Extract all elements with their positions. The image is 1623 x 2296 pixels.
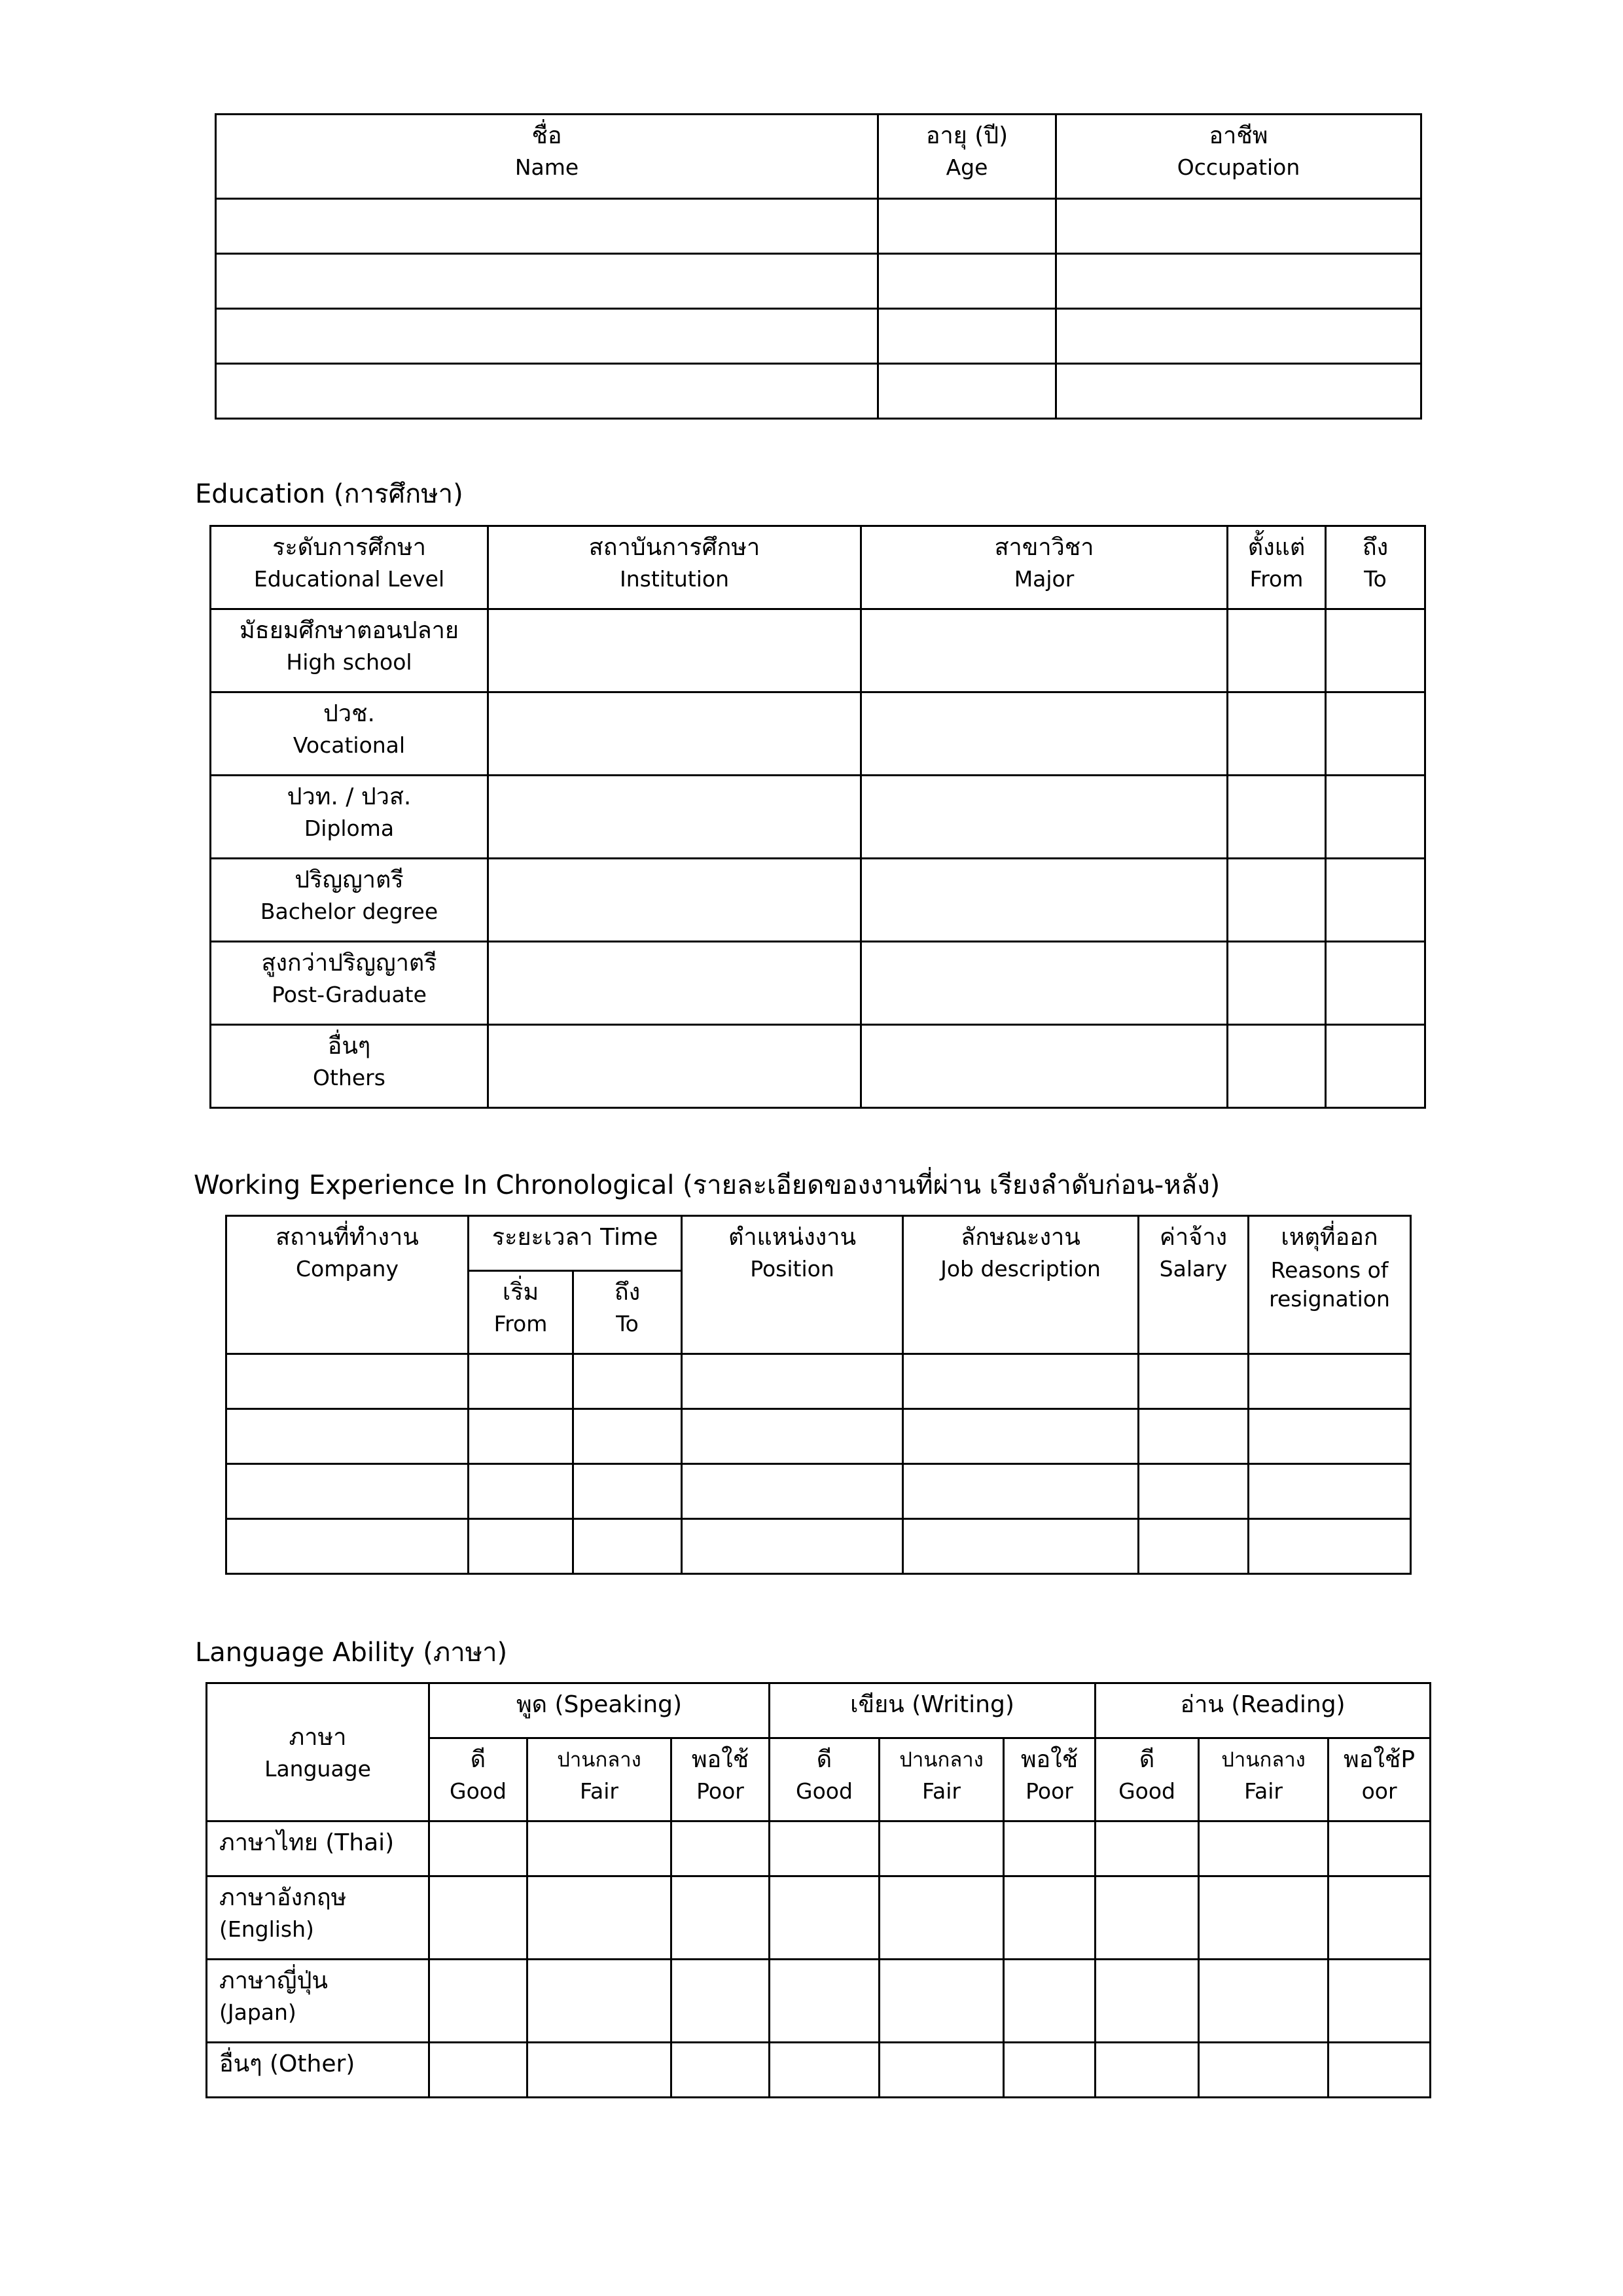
work-table <box>225 1215 1412 1575</box>
writing-good-cell[interactable] <box>770 2043 880 2098</box>
work-reason-field[interactable] <box>1249 1464 1411 1519</box>
table-row <box>216 199 1421 254</box>
work-salary-field[interactable] <box>1139 1354 1249 1409</box>
edu-header-from: ตั้งแต่ From <box>1228 526 1326 609</box>
writing-fair-cell[interactable] <box>880 1876 1004 1960</box>
reading-poor-cell[interactable] <box>1329 1821 1431 1876</box>
edu-from-field[interactable] <box>1228 1025 1326 1108</box>
edu-to-field[interactable] <box>1326 942 1425 1025</box>
edu-institution-field[interactable] <box>488 1025 861 1108</box>
edu-from-field[interactable] <box>1228 776 1326 859</box>
work-header-reason: เหตุที่ออก Reasons of resignation <box>1249 1216 1411 1354</box>
work-title: Working Experience In Chronological (รายละเอียดของงานที่ผ่าน เรียงลำดับก่อน-หลัง) <box>194 1170 1221 1200</box>
table-row <box>226 1464 1411 1519</box>
edu-header-major: สาขาวิชา Major <box>861 526 1228 609</box>
speaking-good-cell[interactable] <box>429 1876 527 1960</box>
work-reason-field[interactable] <box>1249 1354 1411 1409</box>
work-position-field[interactable] <box>682 1519 903 1574</box>
lang-row-label: อื่นๆ (Other) <box>207 2043 429 2098</box>
writing-fair-header: ปานกลาง Fair <box>880 1738 1004 1821</box>
work-to-field[interactable] <box>573 1519 682 1574</box>
work-header-from: เริ่ม From <box>469 1271 573 1354</box>
writing-good-cell[interactable] <box>770 1821 880 1876</box>
writing-good-header: ดี Good <box>770 1738 880 1821</box>
speaking-poor-cell[interactable] <box>671 1876 770 1960</box>
edu-to-field[interactable] <box>1326 609 1425 692</box>
language-table <box>205 1682 1431 2098</box>
writing-fair-cell[interactable] <box>880 1821 1004 1876</box>
speaking-poor-cell[interactable] <box>671 1960 770 2043</box>
lang-header-reading: อ่าน (Reading) <box>1096 1683 1431 1738</box>
speaking-fair-cell[interactable] <box>527 1960 671 2043</box>
reading-fair-cell[interactable] <box>1199 1876 1329 1960</box>
table-row <box>211 859 1425 942</box>
work-header-salary: ค่าจ้าง Salary <box>1139 1216 1249 1354</box>
table-row <box>211 776 1425 859</box>
work-to-field[interactable] <box>573 1464 682 1519</box>
table-row <box>226 1519 1411 1574</box>
edu-header-to: ถึง To <box>1326 526 1425 609</box>
reading-fair-cell[interactable] <box>1199 1821 1329 1876</box>
writing-fair-cell[interactable] <box>880 1960 1004 2043</box>
lang-row-label: ภาษาอังกฤษ (English) <box>207 1876 429 1960</box>
edu-major-field[interactable] <box>861 942 1228 1025</box>
speaking-poor-cell[interactable] <box>671 2043 770 2098</box>
work-job-field[interactable] <box>903 1519 1139 1574</box>
table-row <box>216 364 1421 419</box>
table-row <box>211 1025 1425 1108</box>
reading-good-cell[interactable] <box>1096 1876 1199 1960</box>
edu-level-label: ปริญญาตรี Bachelor degree <box>211 859 488 942</box>
family-occupation-field[interactable] <box>1056 199 1421 254</box>
table-row <box>207 1821 1431 1876</box>
edu-level-label: อื่นๆ Others <box>211 1025 488 1108</box>
speaking-fair-cell[interactable] <box>527 1876 671 1960</box>
work-position-field[interactable] <box>682 1464 903 1519</box>
edu-institution-field[interactable] <box>488 942 861 1025</box>
table-row <box>211 609 1425 692</box>
work-reason-field[interactable] <box>1249 1519 1411 1574</box>
education-table <box>209 525 1426 1109</box>
family-header-age: อายุ (ปี) Age <box>878 115 1056 199</box>
table-row <box>211 692 1425 776</box>
reading-good-cell[interactable] <box>1096 2043 1199 2098</box>
writing-poor-cell[interactable] <box>1004 1876 1096 1960</box>
work-company-field[interactable] <box>226 1519 469 1574</box>
reading-fair-cell[interactable] <box>1199 2043 1329 2098</box>
table-row <box>216 309 1421 364</box>
writing-poor-header: พอใช้ Poor <box>1004 1738 1096 1821</box>
work-job-field[interactable] <box>903 1409 1139 1464</box>
family-name-field[interactable] <box>216 199 878 254</box>
speaking-good-cell[interactable] <box>429 2043 527 2098</box>
family-occupation-field[interactable] <box>1056 364 1421 419</box>
family-age-field[interactable] <box>878 199 1056 254</box>
table-row <box>207 1960 1431 2043</box>
work-salary-field[interactable] <box>1139 1464 1249 1519</box>
work-company-field[interactable] <box>226 1409 469 1464</box>
work-from-field[interactable] <box>469 1464 573 1519</box>
lang-header-writing: เขียน (Writing) <box>770 1683 1096 1738</box>
work-job-field[interactable] <box>903 1464 1139 1519</box>
edu-institution-field[interactable] <box>488 692 861 776</box>
work-to-field[interactable] <box>573 1354 682 1409</box>
work-salary-field[interactable] <box>1139 1409 1249 1464</box>
edu-to-field[interactable] <box>1326 692 1425 776</box>
family-header-name: ชื่อ Name <box>216 115 878 199</box>
edu-level-label: สูงกว่าปริญญาตรี Post-Graduate <box>211 942 488 1025</box>
writing-good-cell[interactable] <box>770 1960 880 2043</box>
edu-major-field[interactable] <box>861 692 1228 776</box>
edu-to-field[interactable] <box>1326 1025 1425 1108</box>
reading-poor-cell[interactable] <box>1329 1960 1431 2043</box>
reading-fair-header: ปานกลาง Fair <box>1199 1738 1329 1821</box>
work-company-field[interactable] <box>226 1464 469 1519</box>
writing-poor-cell[interactable] <box>1004 2043 1096 2098</box>
work-reason-field[interactable] <box>1249 1409 1411 1464</box>
edu-major-field[interactable] <box>861 609 1228 692</box>
family-name-field[interactable] <box>216 309 878 364</box>
table-row <box>226 1409 1411 1464</box>
lang-header-speaking: พูด (Speaking) <box>429 1683 770 1738</box>
edu-from-field[interactable] <box>1228 609 1326 692</box>
family-age-field[interactable] <box>878 364 1056 419</box>
family-occupation-field[interactable] <box>1056 309 1421 364</box>
work-salary-field[interactable] <box>1139 1519 1249 1574</box>
family-age-field[interactable] <box>878 254 1056 309</box>
edu-institution-field[interactable] <box>488 776 861 859</box>
edu-level-label: มัธยมศึกษาตอนปลาย High school <box>211 609 488 692</box>
language-title: Language Ability (ภาษา) <box>195 1638 508 1668</box>
edu-from-field[interactable] <box>1228 942 1326 1025</box>
edu-header-institution: สถาบันการศึกษา Institution <box>488 526 861 609</box>
reading-poor-cell[interactable] <box>1329 1876 1431 1960</box>
table-row <box>216 254 1421 309</box>
work-position-field[interactable] <box>682 1354 903 1409</box>
speaking-good-header: ดี Good <box>429 1738 527 1821</box>
lang-row-label: ภาษาไทย (Thai) <box>207 1821 429 1876</box>
reading-good-cell[interactable] <box>1096 1821 1199 1876</box>
speaking-poor-cell[interactable] <box>671 1821 770 1876</box>
speaking-fair-cell[interactable] <box>527 1821 671 1876</box>
speaking-good-cell[interactable] <box>429 1821 527 1876</box>
work-job-field[interactable] <box>903 1354 1139 1409</box>
reading-good-cell[interactable] <box>1096 1960 1199 2043</box>
education-title: Education (การศึกษา) <box>195 479 463 509</box>
speaking-fair-cell[interactable] <box>527 2043 671 2098</box>
work-from-field[interactable] <box>469 1354 573 1409</box>
writing-poor-cell[interactable] <box>1004 1821 1096 1876</box>
reading-good-header: ดี Good <box>1096 1738 1199 1821</box>
work-header-job: ลักษณะงาน Job description <box>903 1216 1139 1354</box>
lang-header-language: ภาษา Language <box>207 1683 429 1821</box>
family-table <box>215 113 1422 420</box>
edu-institution-field[interactable] <box>488 609 861 692</box>
edu-to-field[interactable] <box>1326 859 1425 942</box>
work-header-position: ตำแหน่งงาน Position <box>682 1216 903 1354</box>
edu-level-label: ปวช. Vocational <box>211 692 488 776</box>
work-header-time: ระยะเวลา Time <box>469 1216 682 1271</box>
edu-header-level: ระดับการศึกษา Educational Level <box>211 526 488 609</box>
edu-level-label: ปวท. / ปวส. Diploma <box>211 776 488 859</box>
table-row <box>207 1876 1431 1960</box>
work-header-to: ถึง To <box>573 1271 682 1354</box>
lang-row-label: ภาษาญี่ปุ่น (Japan) <box>207 1960 429 2043</box>
edu-to-field[interactable] <box>1326 776 1425 859</box>
writing-good-cell[interactable] <box>770 1876 880 1960</box>
family-header-occupation: อาชีพ Occupation <box>1056 115 1421 199</box>
edu-major-field[interactable] <box>861 776 1228 859</box>
table-row <box>226 1354 1411 1409</box>
family-occupation-field[interactable] <box>1056 254 1421 309</box>
reading-poor-cell[interactable] <box>1329 2043 1431 2098</box>
edu-institution-field[interactable] <box>488 859 861 942</box>
writing-poor-cell[interactable] <box>1004 1960 1096 2043</box>
reading-fair-cell[interactable] <box>1199 1960 1329 2043</box>
work-from-field[interactable] <box>469 1519 573 1574</box>
edu-major-field[interactable] <box>861 1025 1228 1108</box>
work-company-field[interactable] <box>226 1354 469 1409</box>
family-age-field[interactable] <box>878 309 1056 364</box>
family-name-field[interactable] <box>216 254 878 309</box>
speaking-fair-header: ปานกลาง Fair <box>527 1738 671 1821</box>
work-header-company: สถานที่ทำงาน Company <box>226 1216 469 1354</box>
edu-major-field[interactable] <box>861 859 1228 942</box>
table-row <box>207 2043 1431 2098</box>
reading-poor-header: พอใช้P oor <box>1329 1738 1431 1821</box>
speaking-good-cell[interactable] <box>429 1960 527 2043</box>
edu-from-field[interactable] <box>1228 692 1326 776</box>
edu-from-field[interactable] <box>1228 859 1326 942</box>
table-row <box>211 942 1425 1025</box>
work-position-field[interactable] <box>682 1409 903 1464</box>
work-from-field[interactable] <box>469 1409 573 1464</box>
speaking-poor-header: พอใช้ Poor <box>671 1738 770 1821</box>
writing-fair-cell[interactable] <box>880 2043 1004 2098</box>
family-name-field[interactable] <box>216 364 878 419</box>
work-to-field[interactable] <box>573 1409 682 1464</box>
